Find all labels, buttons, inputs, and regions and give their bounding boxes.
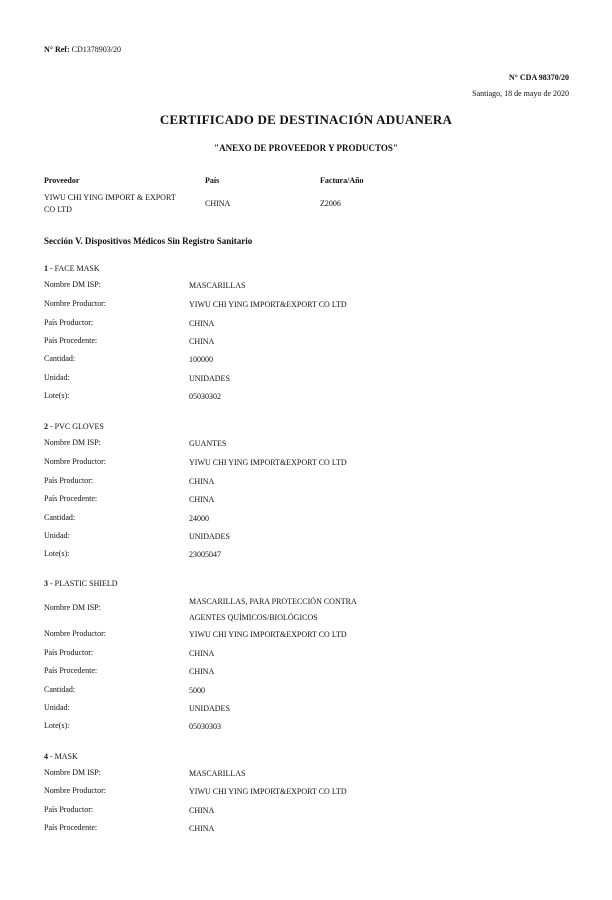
document-title: CERTIFICADO DE DESTINACIÓN ADUANERA bbox=[159, 112, 453, 127]
item-number: 3 bbox=[44, 579, 48, 588]
value-nombre-dm bbox=[189, 595, 357, 624]
value-cantidad: 5000 bbox=[189, 686, 205, 695]
value-unidad: UNIDADES bbox=[189, 532, 230, 541]
document-subtitle: "ANEXO DE PROVEEDOR Y PRODUCTOS" bbox=[214, 143, 398, 153]
supplier-country: CHINA bbox=[205, 199, 231, 208]
value-pais-procedente: CHINA bbox=[189, 824, 215, 833]
item-title bbox=[44, 264, 100, 273]
supplier-name-line2: CO LTD bbox=[44, 205, 72, 214]
value-pais-productor: CHINA bbox=[189, 806, 215, 815]
item-title bbox=[44, 579, 118, 588]
value-nombre-productor: YIWU CHI YING IMPORT&EXPORT CO LTD bbox=[189, 300, 347, 309]
label-pais-productor: País Productor: bbox=[44, 805, 94, 814]
label-nombre-dm: Nombre DM ISP: bbox=[44, 603, 101, 612]
value-nombre-dm: MASCARILLAS bbox=[189, 281, 246, 290]
reference-value: CD1378903/20 bbox=[71, 45, 121, 54]
value-unidad: UNIDADES bbox=[189, 374, 230, 383]
value-cantidad: 100000 bbox=[189, 355, 213, 364]
label-pais-productor: País Productor: bbox=[44, 318, 94, 327]
value-nombre-dm: GUANTES bbox=[189, 439, 227, 448]
item-number: 2 bbox=[44, 422, 48, 431]
label-nombre-dm: Nombre DM ISP: bbox=[44, 768, 101, 777]
value-cantidad: 24000 bbox=[189, 514, 209, 523]
supplier-header-factura: Factura/Año bbox=[320, 176, 364, 185]
value-lotes: 23005047 bbox=[189, 550, 221, 559]
label-pais-productor: País Productor: bbox=[44, 648, 94, 657]
section-title: Sección V. Dispositivos Médicos Sin Registro Sanitario bbox=[44, 236, 253, 246]
item-name: - PLASTIC SHIELD bbox=[50, 579, 118, 588]
label-lotes: Lote(s): bbox=[44, 391, 70, 400]
supplier-header-pais: País bbox=[205, 176, 220, 185]
label-cantidad: Cantidad: bbox=[44, 685, 76, 694]
value-nombre-dm: MASCARILLAS bbox=[189, 769, 246, 778]
label-pais-procedente: País Procedente: bbox=[44, 666, 98, 675]
label-pais-productor: País Productor: bbox=[44, 476, 94, 485]
document-date: Santiago, 18 de mayo de 2020 bbox=[472, 89, 569, 98]
value-nombre-productor: YIWU CHI YING IMPORT&EXPORT CO LTD bbox=[189, 787, 347, 796]
value-pais-procedente: CHINA bbox=[189, 337, 215, 346]
value-lotes: 05030302 bbox=[189, 392, 221, 401]
item-title bbox=[44, 752, 78, 761]
value-nombre-dm-line2: AGENTES QUÍMICOS/BIOLÓGICOS bbox=[189, 613, 318, 622]
value-pais-productor: CHINA bbox=[189, 319, 215, 328]
value-nombre-dm-line1: MASCARILLAS, PARA PROTECCIÓN CONTRA bbox=[189, 597, 357, 606]
item-number: 4 bbox=[44, 752, 48, 761]
supplier-header-proveedor: Proveedor bbox=[44, 176, 80, 185]
reference-label: N° Ref: bbox=[44, 45, 70, 54]
label-cantidad: Cantidad: bbox=[44, 354, 76, 363]
label-pais-procedente: País Procedente: bbox=[44, 336, 98, 345]
value-lotes: 05030303 bbox=[189, 722, 221, 731]
label-nombre-productor: Nombre Productor: bbox=[44, 786, 106, 795]
item-number: 1 bbox=[44, 264, 48, 273]
label-pais-procedente: País Procedente: bbox=[44, 494, 98, 503]
supplier-name-line1: YIWU CHI YING IMPORT & EXPORT bbox=[44, 193, 176, 202]
value-pais-productor: CHINA bbox=[189, 649, 215, 658]
label-nombre-dm: Nombre DM ISP: bbox=[44, 438, 101, 447]
value-nombre-productor: YIWU CHI YING IMPORT&EXPORT CO LTD bbox=[189, 458, 347, 467]
label-unidad: Unidad: bbox=[44, 531, 70, 540]
value-pais-procedente: CHINA bbox=[189, 495, 215, 504]
label-nombre-dm: Nombre DM ISP: bbox=[44, 280, 101, 289]
supplier-name bbox=[44, 192, 176, 216]
value-pais-procedente: CHINA bbox=[189, 667, 215, 676]
label-cantidad: Cantidad: bbox=[44, 513, 76, 522]
label-nombre-productor: Nombre Productor: bbox=[44, 629, 106, 638]
label-nombre-productor: Nombre Productor: bbox=[44, 299, 106, 308]
reference-number bbox=[44, 45, 121, 54]
item-name: - FACE MASK bbox=[50, 264, 100, 273]
label-lotes: Lote(s): bbox=[44, 721, 70, 730]
label-lotes: Lote(s): bbox=[44, 549, 70, 558]
value-unidad: UNIDADES bbox=[189, 704, 230, 713]
item-title bbox=[44, 422, 104, 431]
item-name: - MASK bbox=[50, 752, 78, 761]
value-nombre-productor: YIWU CHI YING IMPORT&EXPORT CO LTD bbox=[189, 630, 347, 639]
item-name: - PVC GLOVES bbox=[50, 422, 104, 431]
label-nombre-productor: Nombre Productor: bbox=[44, 457, 106, 466]
cda-number: N° CDA 98370/20 bbox=[508, 73, 569, 82]
label-unidad: Unidad: bbox=[44, 373, 70, 382]
value-pais-productor: CHINA bbox=[189, 477, 215, 486]
label-unidad: Unidad: bbox=[44, 703, 70, 712]
label-pais-procedente: País Procedente: bbox=[44, 823, 98, 832]
supplier-invoice: Z2006 bbox=[320, 199, 341, 208]
